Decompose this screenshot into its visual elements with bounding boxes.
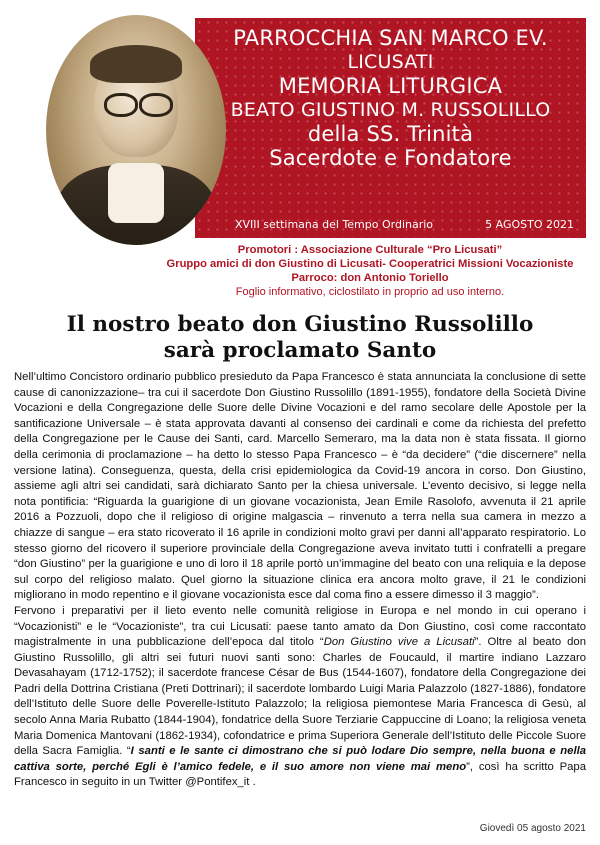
header-title-block: [195, 26, 586, 170]
portrait-oval: [46, 15, 226, 245]
promoters-block: [150, 243, 590, 299]
article-title-line1: Il nostro beato don Giustino Russolillo: [66, 312, 534, 337]
header-trinity: della SS. Trinità: [307, 122, 474, 146]
info-note: Foglio informativo, ciclostilato in proprio ad uso interno.: [235, 286, 505, 298]
header-meta: [235, 218, 574, 231]
pope-quote: I santi e le sante ci dimostrano che si può lodare Dio sempre, nella buona e nella cattiva sorte, perché Egli è l’amico fedele, e il suo amore non viene mai meno: [14, 745, 587, 773]
portrait-glasses-right: [139, 93, 173, 117]
portrait-photo: [14, 5, 246, 255]
header-beato: BEATO GIUSTINO M. RUSSOLILLO: [230, 99, 551, 121]
group-line: Gruppo amici di don Giustino di Licusati- Cooperatrici Missioni Vocazioniste: [166, 258, 574, 270]
paragraph-2-a: Fervono i preparativi per il lieto evento nelle comunità religiose in Europa e nel mondo in cui operano i “Vocazionisti” e le “Vocazioniste”, tra cui Licusati: paese tanto amato da Don Giustino, così come raccontato magistralmente in una pubblicazione dell’epoca dal titolo “: [14, 604, 586, 649]
liturgical-week: XVIII settimana del Tempo Ordinario: [235, 218, 434, 231]
header-date: 5 AGOSTO 2021: [485, 218, 574, 231]
paragraph-2: [14, 604, 586, 791]
header-town: LICUSATI: [347, 51, 434, 73]
paragraph-2-b: ”. Oltre al beato don Giustino Russolillo, gli altri sei futuri nuovi santi sono: Charles de Foucauld, il martire indiano Lazzaro Devasahayam (1712-1752); il sacerdote francese César de Bus (1544-1607), fondatore della Congregazione dei Padri della Dottrina Cristiana (Preti Dottrinari); il sacerdote lombardo Luigi Maria Palazzolo (1827-1886), fondatore dell’Istituto delle Suore delle Poverelle-Istituto Palazzolo; la religiosa piemontese Maria Francesca di Gesù, al secolo Anna Maria Rubatto (1844-1904), fondatrice della Suore Terziarie Cappuccine di Loano; la religiosa veneta Maria Domenica Mantovani (1862-1934), cofondatrice e prima Superiora Generale dell’Istituto delle Piccole Suore della Sacra Famiglia. “: [14, 636, 587, 758]
header-memoria: MEMORIA LITURGICA: [278, 74, 503, 98]
article-title: [0, 312, 600, 364]
footer-date: Giovedì 05 agosto 2021: [479, 823, 586, 834]
promoters-line: Promotori : Associazione Culturale “Pro Licusati”: [237, 244, 503, 256]
header-parish: PARROCCHIA SAN MARCO EV.: [233, 26, 548, 50]
paragraph-1: Nell’ultimo Concistoro ordinario pubblico presieduto da Papa Francesco è stata annunciata la conclusione di sette cause di canonizzazione– tra cui il sacerdote Don Giustino Russolillo (1891-1955), fondatore della Società Divine Vocazioni e della Congregazione delle Suore delle Divine Vocazioni e del ramo secolare delle Apostole per la santificazione Universale – è stata approvata davanti al consenso dei cardinali e come da richiesta del prefetto della Congregazione per le Cause dei Santi, card. Marcello Semeraro, ma la data non è stata fissata. Il giorno della cerimonia di proclamazione – ha detto lo stesso Papa Francesco – è “da decidere” (“die discernere” nella versione latina). Conseguenza, questa, della crisi epidemiologica da Covid-19 ancora in corso. Don Giustino, assieme agli altri sei candidati, sarà dichiarato Santo per la chiesa universale. L’evento decisivo, si legge nella nota pontificia: “Riguarda la guarigione di un giovane vocazionista, Jean Emile Rasolofo, avvenuta il 21 aprile 2016 a Pozzuoli, dopo che il religioso di origine malgascia – rinvenuto a terra nella sua camera in mezzo a chiazze di sangue – era stato ricoverato il 16 aprile in condizioni molto gravi per danni all’apparato respiratorio. Lo stesso giorno del ricovero il superiore provinciale della Congregazione aveva invitato tutti i confratelli a pregare “don Giustino” per la guarigione e uno di loro il 18 aprile portò un’immagine del beato con una reliquia e la depose sul corpo del religioso malato. Quel giorno la situazione clinica era ancora molto grave, il 21 le condizioni migliorano in modo repentino e il giovane vocazionista esce dal coma fino a essere dimesso il 3 maggio”.: [14, 371, 586, 602]
header-banner: [195, 18, 586, 238]
article-body: [14, 370, 586, 791]
header-role: Sacerdote e Fondatore: [269, 146, 512, 170]
article-title-line2: sarà proclamato Santo: [163, 338, 437, 363]
portrait-hair: [90, 45, 182, 83]
parish-priest-line: Parroco: don Antonio Toriello: [291, 272, 449, 284]
portrait-glasses-left: [104, 93, 138, 117]
paragraph-2-c: ”, così ha scritto Papa Francesco in seguito in un Twitter @Pontifex_it .: [14, 760, 586, 789]
book-title: Don Giustino vive a Licusati: [323, 636, 475, 649]
portrait-collar: [108, 163, 164, 223]
